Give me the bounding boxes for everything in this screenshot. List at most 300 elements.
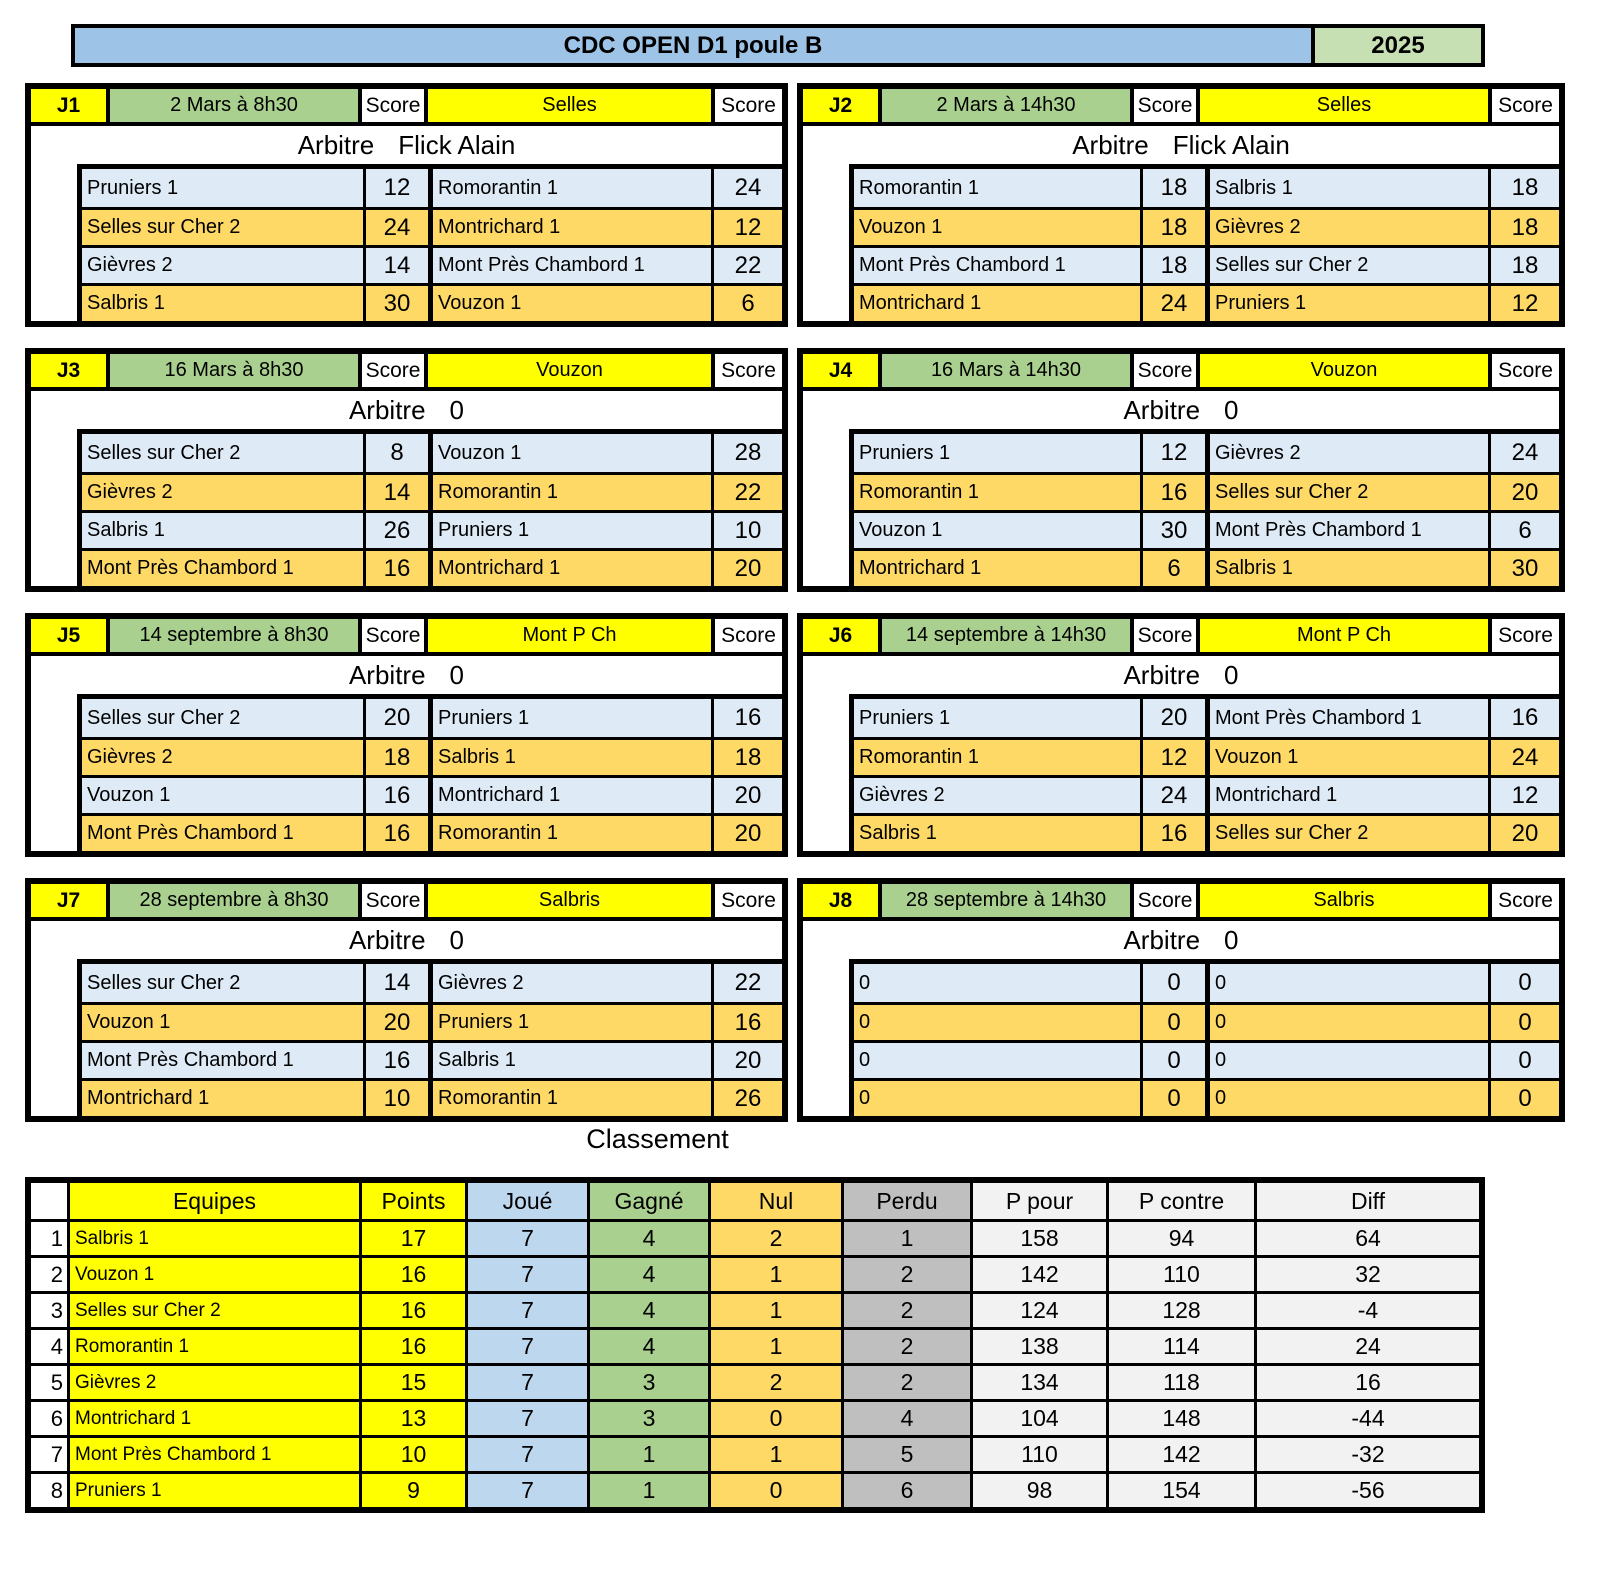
classement-row — [31, 1471, 1479, 1507]
home-team: Gièvres 2 — [87, 746, 173, 768]
score-header: Score — [1130, 354, 1196, 387]
away-team: Pruniers 1 — [428, 699, 711, 737]
home-team: Vouzon 1 — [87, 1011, 171, 1033]
score-header: Score — [358, 619, 424, 652]
away-score: 6 — [1488, 513, 1559, 548]
match-row — [854, 283, 1559, 321]
match-row — [854, 1040, 1559, 1078]
journee-block — [25, 613, 788, 857]
team-cell: Pruniers 1 — [67, 1474, 359, 1507]
p-contre-cell: 114 — [1106, 1330, 1254, 1363]
match-row — [82, 1078, 782, 1116]
arbitre-name: 0 — [449, 659, 465, 690]
away-team: Romorantin 1 — [428, 1081, 711, 1116]
arbitre-label: Arbitre — [1072, 129, 1149, 160]
team-cell: Vouzon 1 — [67, 1258, 359, 1291]
home-score: 20 — [1140, 699, 1205, 737]
away-score: 22 — [711, 475, 782, 510]
away-team: Montrichard 1 — [428, 210, 711, 245]
home-score: 14 — [363, 964, 428, 1002]
away-team: Montrichard 1 — [1205, 778, 1488, 813]
match-row — [854, 1078, 1559, 1116]
match-row — [82, 434, 782, 472]
home-score: 0 — [1140, 1005, 1205, 1040]
away-team: 0 — [1205, 1043, 1488, 1078]
home-score: 24 — [1140, 286, 1205, 321]
away-team: Montrichard 1 — [428, 778, 711, 813]
match-row — [854, 737, 1559, 775]
arbitre-name: Flick Alain — [1172, 129, 1290, 160]
matches-table — [849, 429, 1559, 586]
gagne-cell: 1 — [587, 1474, 708, 1507]
points-cell: 16 — [359, 1258, 465, 1291]
p-contre-cell: 94 — [1106, 1222, 1254, 1255]
team-cell: Montrichard 1 — [67, 1402, 359, 1435]
journee-header — [803, 354, 1559, 391]
match-row — [854, 813, 1559, 851]
home-score: 6 — [1140, 551, 1205, 586]
away-team: 0 — [1205, 1005, 1488, 1040]
home-team: Pruniers 1 — [859, 441, 951, 464]
arbitre-name: 0 — [449, 394, 465, 425]
journee-label: J1 — [31, 89, 106, 122]
nul-cell: 1 — [708, 1294, 841, 1327]
p-contre-cell: 148 — [1106, 1402, 1254, 1435]
journee-label: J3 — [31, 354, 106, 387]
match-row — [82, 1040, 782, 1078]
classement-title: Classement — [586, 1124, 729, 1154]
diff-cell: 64 — [1254, 1222, 1479, 1255]
rank-cell: 1 — [31, 1222, 67, 1255]
perdu-cell: 6 — [841, 1474, 970, 1507]
away-team: Mont Près Chambord 1 — [428, 248, 711, 283]
match-row — [82, 169, 782, 207]
home-team: Montrichard 1 — [87, 1087, 210, 1109]
away-team: Mont Près Chambord 1 — [1205, 699, 1488, 737]
p-pour-cell: 138 — [970, 1330, 1106, 1363]
arbitre-label: Arbitre — [1123, 394, 1201, 425]
diff-cell: 16 — [1254, 1366, 1479, 1399]
away-team: Salbris 1 — [428, 740, 711, 775]
away-score: 16 — [711, 1005, 782, 1040]
journee-label: J5 — [31, 619, 106, 652]
arbitre-label: Arbitre — [1123, 924, 1201, 955]
home-team: Mont Près Chambord 1 — [87, 1049, 294, 1071]
team-cell: Romorantin 1 — [67, 1330, 359, 1363]
journee-header — [31, 884, 782, 921]
joue-cell: 7 — [465, 1438, 587, 1471]
perdu-cell: 2 — [841, 1294, 970, 1327]
joue-cell: 7 — [465, 1366, 587, 1399]
away-team: Selles sur Cher 2 — [1205, 248, 1488, 283]
nul-cell: 1 — [708, 1258, 841, 1291]
classement-header: Nul — [708, 1183, 841, 1219]
away-team: Salbris 1 — [428, 1043, 711, 1078]
away-score: 18 — [1488, 210, 1559, 245]
points-cell: 17 — [359, 1222, 465, 1255]
home-team: Selles sur Cher 2 — [87, 216, 241, 238]
matches-table — [849, 164, 1559, 321]
classement-header: Joué — [465, 1183, 587, 1219]
home-score: 18 — [1140, 169, 1205, 207]
arbitre-name: 0 — [1224, 394, 1239, 425]
home-score: 8 — [363, 434, 428, 472]
rank-cell: 2 — [31, 1258, 67, 1291]
score-header: Score — [1130, 884, 1196, 917]
journee-venue: Vouzon — [424, 354, 711, 387]
home-score: 18 — [1140, 210, 1205, 245]
away-team: Selles sur Cher 2 — [1205, 816, 1488, 851]
away-team: Pruniers 1 — [1205, 286, 1488, 321]
away-score: 16 — [1488, 699, 1559, 737]
journee-header — [803, 884, 1559, 921]
arbitre-name: 0 — [1224, 924, 1239, 955]
score-header: Score — [358, 884, 424, 917]
diff-cell: 32 — [1254, 1258, 1479, 1291]
journee-venue: Salbris — [1196, 884, 1488, 917]
match-row — [82, 964, 782, 1002]
match-row — [82, 813, 782, 851]
journee-date: 14 septembre à 8h30 — [106, 619, 358, 652]
matches-table — [849, 694, 1559, 851]
perdu-cell: 2 — [841, 1366, 970, 1399]
arbitre-label: Arbitre — [348, 394, 426, 425]
arbitre-label: Arbitre — [297, 129, 375, 160]
match-row — [854, 207, 1559, 245]
p-contre-cell: 110 — [1106, 1258, 1254, 1291]
away-score: 0 — [1488, 1005, 1559, 1040]
classement-header: P pour — [970, 1183, 1106, 1219]
away-score: 16 — [711, 699, 782, 737]
match-row — [854, 245, 1559, 283]
classement-header-row — [31, 1183, 1479, 1219]
gagne-cell: 4 — [587, 1294, 708, 1327]
team-cell: Mont Près Chambord 1 — [67, 1438, 359, 1471]
journee-block — [797, 613, 1565, 857]
home-score: 0 — [1140, 1081, 1205, 1116]
home-team: Salbris 1 — [87, 292, 165, 314]
away-team: Vouzon 1 — [428, 434, 711, 472]
match-row — [854, 1002, 1559, 1040]
away-team: Selles sur Cher 2 — [1205, 475, 1488, 510]
gagne-cell: 3 — [587, 1366, 708, 1399]
away-score: 26 — [711, 1081, 782, 1116]
home-team: Vouzon 1 — [859, 519, 943, 541]
journee-date: 14 septembre à 14h30 — [878, 619, 1130, 652]
points-cell: 13 — [359, 1402, 465, 1435]
points-cell: 10 — [359, 1438, 465, 1471]
p-pour-cell: 134 — [970, 1366, 1106, 1399]
p-contre-cell: 128 — [1106, 1294, 1254, 1327]
home-team: Mont Près Chambord 1 — [859, 254, 1066, 276]
home-score: 26 — [363, 513, 428, 548]
journee-venue: Vouzon — [1196, 354, 1488, 387]
home-team: Selles sur Cher 2 — [87, 441, 241, 464]
journee-venue: Selles — [1196, 89, 1488, 122]
team-cell: Selles sur Cher 2 — [67, 1294, 359, 1327]
gagne-cell: 4 — [587, 1222, 708, 1255]
score-header: Score — [1488, 884, 1559, 917]
home-team: Vouzon 1 — [87, 784, 171, 806]
home-team: Romorantin 1 — [859, 746, 980, 768]
matches-table — [77, 429, 782, 586]
nul-cell: 0 — [708, 1402, 841, 1435]
journee-date: 16 Mars à 8h30 — [106, 354, 358, 387]
score-header: Score — [1488, 354, 1559, 387]
journee-block — [797, 83, 1565, 327]
arbitre-row — [803, 391, 1559, 429]
gagne-cell: 1 — [587, 1438, 708, 1471]
away-score: 20 — [1488, 816, 1559, 851]
rank-cell: 7 — [31, 1438, 67, 1471]
journee-date: 2 Mars à 8h30 — [106, 89, 358, 122]
home-team: Vouzon 1 — [859, 216, 943, 238]
score-header: Score — [1488, 619, 1559, 652]
away-score: 24 — [1488, 740, 1559, 775]
away-score: 18 — [1488, 248, 1559, 283]
journee-header — [31, 89, 782, 126]
nul-cell: 1 — [708, 1438, 841, 1471]
home-score: 30 — [363, 286, 428, 321]
classement-header: Gagné — [587, 1183, 708, 1219]
away-team: Romorantin 1 — [428, 475, 711, 510]
score-header: Score — [1130, 619, 1196, 652]
rank-cell: 4 — [31, 1330, 67, 1363]
home-team: 0 — [859, 971, 871, 994]
nul-cell: 2 — [708, 1222, 841, 1255]
home-team: 0 — [859, 1011, 871, 1033]
classement-header: Diff — [1254, 1183, 1479, 1219]
match-row — [854, 510, 1559, 548]
journee-venue: Salbris — [424, 884, 711, 917]
away-score: 12 — [1488, 778, 1559, 813]
home-score: 14 — [363, 248, 428, 283]
p-pour-cell: 142 — [970, 1258, 1106, 1291]
home-score: 16 — [363, 1043, 428, 1078]
score-header: Score — [711, 89, 782, 122]
home-team: Montrichard 1 — [859, 557, 982, 579]
score-header: Score — [711, 884, 782, 917]
rank-cell: 3 — [31, 1294, 67, 1327]
away-score: 20 — [1488, 475, 1559, 510]
away-team: Vouzon 1 — [1205, 740, 1488, 775]
journee-blocks — [25, 83, 1565, 1122]
home-team: Pruniers 1 — [87, 176, 179, 199]
journee-label: J2 — [803, 89, 878, 122]
joue-cell: 7 — [465, 1474, 587, 1507]
away-team: 0 — [1205, 1081, 1488, 1116]
home-score: 12 — [363, 169, 428, 207]
journee-block — [25, 878, 788, 1122]
match-row — [82, 548, 782, 586]
p-pour-cell: 110 — [970, 1438, 1106, 1471]
away-score: 12 — [1488, 286, 1559, 321]
match-row — [854, 964, 1559, 1002]
score-header: Score — [358, 89, 424, 122]
match-row — [82, 1002, 782, 1040]
journee-label: J8 — [803, 884, 878, 917]
home-score: 18 — [363, 740, 428, 775]
matches-table — [77, 959, 782, 1116]
score-header: Score — [711, 354, 782, 387]
home-score: 10 — [363, 1081, 428, 1116]
journee-block — [25, 348, 788, 592]
away-team: Salbris 1 — [1205, 551, 1488, 586]
journee-venue: Mont P Ch — [1196, 619, 1488, 652]
gagne-cell: 3 — [587, 1402, 708, 1435]
diff-cell: -44 — [1254, 1402, 1479, 1435]
rank-cell — [31, 1183, 67, 1219]
matches-table — [849, 959, 1559, 1116]
away-team: Romorantin 1 — [428, 816, 711, 851]
home-score: 24 — [363, 210, 428, 245]
classement-header: Perdu — [841, 1183, 970, 1219]
home-score: 12 — [1140, 740, 1205, 775]
p-contre-cell: 118 — [1106, 1366, 1254, 1399]
perdu-cell: 2 — [841, 1330, 970, 1363]
match-row — [854, 472, 1559, 510]
away-score: 0 — [1488, 964, 1559, 1002]
classement-row — [31, 1399, 1479, 1435]
arbitre-row — [31, 126, 782, 164]
classement-row — [31, 1291, 1479, 1327]
away-team: Mont Près Chambord 1 — [1205, 513, 1488, 548]
home-score: 16 — [363, 551, 428, 586]
nul-cell: 0 — [708, 1474, 841, 1507]
home-team: Romorantin 1 — [859, 176, 980, 199]
journee-date: 28 septembre à 14h30 — [878, 884, 1130, 917]
match-row — [82, 207, 782, 245]
points-cell: 15 — [359, 1366, 465, 1399]
arbitre-name: Flick Alain — [398, 129, 516, 160]
points-cell: 16 — [359, 1330, 465, 1363]
journee-header — [31, 619, 782, 656]
p-pour-cell: 104 — [970, 1402, 1106, 1435]
joue-cell: 7 — [465, 1222, 587, 1255]
match-row — [82, 510, 782, 548]
away-score: 22 — [711, 964, 782, 1002]
away-score: 30 — [1488, 551, 1559, 586]
arbitre-name: 0 — [449, 924, 465, 955]
journee-label: J6 — [803, 619, 878, 652]
home-team: Montrichard 1 — [859, 292, 982, 314]
arbitre-row — [31, 921, 782, 959]
perdu-cell: 5 — [841, 1438, 970, 1471]
home-team: Mont Près Chambord 1 — [87, 557, 294, 579]
score-header: Score — [358, 354, 424, 387]
home-score: 20 — [363, 1005, 428, 1040]
rank-cell: 8 — [31, 1474, 67, 1507]
perdu-cell: 4 — [841, 1402, 970, 1435]
home-team: Gièvres 2 — [87, 481, 173, 503]
score-header: Score — [1488, 89, 1559, 122]
away-score: 12 — [711, 210, 782, 245]
classement-table — [25, 1177, 1485, 1513]
arbitre-label: Arbitre — [348, 924, 426, 955]
away-score: 24 — [1488, 434, 1559, 472]
home-score: 18 — [1140, 248, 1205, 283]
home-team: Salbris 1 — [87, 519, 165, 541]
away-team: Salbris 1 — [1205, 169, 1488, 207]
home-score: 24 — [1140, 778, 1205, 813]
home-team: Selles sur Cher 2 — [87, 971, 241, 994]
journee-block — [25, 83, 788, 327]
page-title: CDC OPEN D1 poule B — [75, 28, 1311, 63]
classement-row — [31, 1219, 1479, 1255]
year-badge: 2025 — [1311, 28, 1481, 63]
arbitre-label: Arbitre — [1123, 659, 1201, 690]
away-score: 10 — [711, 513, 782, 548]
away-score: 22 — [711, 248, 782, 283]
arbitre-row — [803, 126, 1559, 164]
journee-header — [803, 89, 1559, 126]
match-row — [82, 472, 782, 510]
away-score: 0 — [1488, 1043, 1559, 1078]
joue-cell: 7 — [465, 1402, 587, 1435]
match-row — [82, 283, 782, 321]
match-row — [82, 775, 782, 813]
matches-table — [77, 694, 782, 851]
away-score: 20 — [711, 778, 782, 813]
p-contre-cell: 142 — [1106, 1438, 1254, 1471]
points-cell: 9 — [359, 1474, 465, 1507]
journee-header — [803, 619, 1559, 656]
home-team: 0 — [859, 1087, 871, 1109]
nul-cell: 1 — [708, 1330, 841, 1363]
journee-date: 2 Mars à 14h30 — [878, 89, 1130, 122]
match-row — [854, 699, 1559, 737]
home-team: Romorantin 1 — [859, 481, 980, 503]
journee-label: J7 — [31, 884, 106, 917]
home-score: 12 — [1140, 434, 1205, 472]
away-team: Vouzon 1 — [428, 286, 711, 321]
home-score: 30 — [1140, 513, 1205, 548]
team-cell: Gièvres 2 — [67, 1366, 359, 1399]
joue-cell: 7 — [465, 1330, 587, 1363]
score-header: Score — [711, 619, 782, 652]
score-header: Score — [1130, 89, 1196, 122]
diff-cell: -56 — [1254, 1474, 1479, 1507]
gagne-cell: 4 — [587, 1330, 708, 1363]
perdu-cell: 1 — [841, 1222, 970, 1255]
journee-header — [31, 354, 782, 391]
points-cell: 16 — [359, 1294, 465, 1327]
home-team: Salbris 1 — [859, 822, 937, 844]
diff-cell: 24 — [1254, 1330, 1479, 1363]
home-score: 16 — [1140, 816, 1205, 851]
arbitre-row — [803, 656, 1559, 694]
match-row — [854, 434, 1559, 472]
home-score: 0 — [1140, 964, 1205, 1002]
away-score: 6 — [711, 286, 782, 321]
classement-row — [31, 1327, 1479, 1363]
classement-row — [31, 1363, 1479, 1399]
journee-venue: Selles — [424, 89, 711, 122]
classement-header: P contre — [1106, 1183, 1254, 1219]
p-pour-cell: 98 — [970, 1474, 1106, 1507]
p-pour-cell: 158 — [970, 1222, 1106, 1255]
match-row — [854, 548, 1559, 586]
classement-header: Points — [359, 1183, 465, 1219]
away-team: Gièvres 2 — [428, 964, 711, 1002]
home-team: Selles sur Cher 2 — [87, 706, 241, 729]
journee-date: 16 Mars à 14h30 — [878, 354, 1130, 387]
away-score: 18 — [1488, 169, 1559, 207]
journee-venue: Mont P Ch — [424, 619, 711, 652]
away-team: 0 — [1205, 964, 1488, 1002]
home-team: Gièvres 2 — [87, 254, 173, 276]
away-score: 18 — [711, 740, 782, 775]
